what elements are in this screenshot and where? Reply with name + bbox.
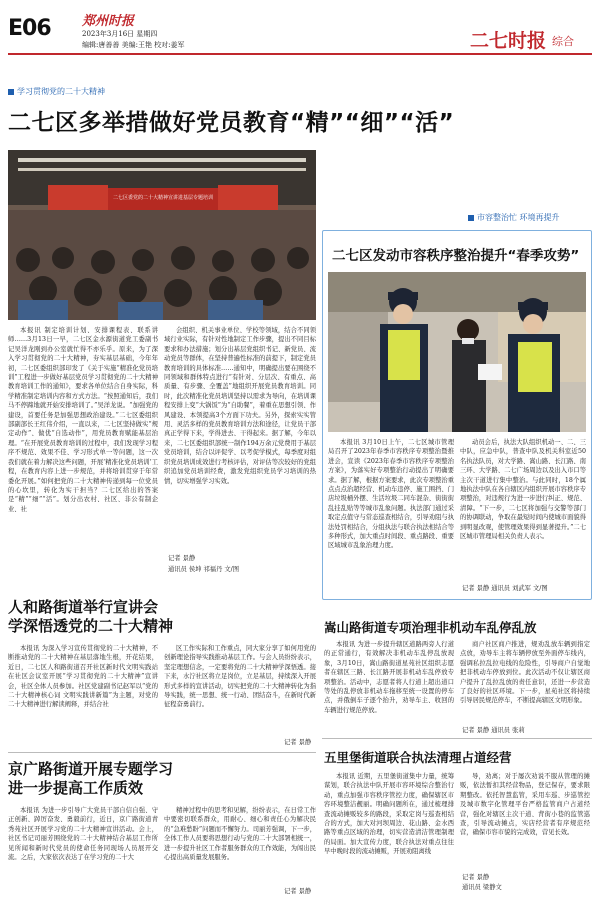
- square-icon: [468, 215, 474, 221]
- byline: 记者 景静: [462, 874, 490, 881]
- story4-column-1: [8, 806, 158, 896]
- paragraph: 本报讯 为进一步引导广大党员干部自信自强、守正创新、踔厉奋发、勇毅前行，近日，京广路街道青秀苑社区开展学习党的二十大精神宣讲活动。会上，社区书记司丽芳围绕党的二十大精神结合基层工作所见所闻和新时代党员的使命任务同现场人员展开交流。之后，大家依次表达了在学习党的二十大: [8, 807, 158, 862]
- page-number: E06: [8, 16, 51, 41]
- enforcement-photo: [328, 272, 586, 432]
- top-headline: 二七区多举措做好党员教育“精”“细”“活”: [8, 110, 455, 136]
- brand-title: 二七时报: [470, 30, 547, 52]
- issue-date: 2023年3月16日 星期四: [82, 30, 158, 38]
- headline-line: 人和路街道举行宣讲会: [8, 598, 159, 616]
- right-headline: 二七区发动市容秩序整治提升“春季攻势”: [332, 248, 580, 264]
- byline: 记者 景静: [284, 739, 312, 746]
- paragraph: 导，劝离；对于屡次劝说不服从管理的摊贩，依法暂扣其经营物品，登记保存，要求限期整改。依托智慧监管，采用车巡、步巡管控及城市数字化管理平台严格监管商户占道经营，强化对辖区主次干道、背街小巷的监管巡查，引导流动摊点，实店经营者有序规范经营，确保市容市貌的完成效，营见长效。: [460, 773, 590, 837]
- top-story-column-2: [164, 326, 316, 551]
- byline: 通讯员 梁静文: [462, 884, 502, 891]
- section-label: 综合: [552, 35, 574, 48]
- right-story-column-2: [460, 438, 586, 574]
- paragraph: 本报讯 为深入学习宣传贯彻党的二十大精神，不断推动党的二十大精神在基层落地生根，开花结果，近日，二七区人和路街道召开社区新时代文明实践站在社区会议室开展“学习贯彻党的二十大精神”宣讲会，社区全体人员参加。社区党建副书记赵军以“党的二十大精神核心词 文明实践讲新篇”为主题，对党的二十大精神进行解读阐释，并结合社: [8, 645, 158, 709]
- photo-banner-text: 二七区委党的二十大精神宣讲进基层专题培训: [112, 195, 213, 201]
- right-story-column-1: [328, 438, 454, 583]
- paragraph: 区工作实际和工作重点，同大家分享了如何用党的创新理论指导实践推动基层工作。与会人员纷纷表示，坚定理想信念，一定要将党的二十大精神学深悟透。接下来，水泞社区将立足岗位，立足基层，持续深入开展形式多样的宣讲活动，切实把党的二十大精神转化为指导实践，统一思想、统一行动、团结奋斗，在新时代新征程奋勇前行。: [164, 645, 316, 709]
- section-tag: [468, 212, 560, 223]
- section-tag-label: 市容整治忙 环境再提升: [477, 213, 560, 222]
- headline-line: 进一步提高工作质效: [8, 779, 144, 797]
- masthead: 郑州时报: [82, 14, 135, 29]
- section-tag: [8, 86, 105, 97]
- editor-credits: 编辑:唐善善 美编:王艳 校对:姜军: [82, 41, 185, 49]
- header-divider: [8, 53, 592, 55]
- paragraph: 动员会后，执法大队组织机动一、二、三中队，应急中队，普查中队及机关科室近50名执法队员，对大学路、嵩山路、长江路、南三环、大学路、二七广场周边以及出入市口等主次干道进行集中整治。与此同时，18个属地执法中队在各自辖区内组织开展市容秩序专项整治，对违规行为进一步进行纠正、规范、清障。“下一步，二七区将加强与交警等部门的协调联动，争取在最短时间内使城市面貌得到明显改观，使管理效果得到显著提升。”二七区城市管理局相关负责人表示。: [460, 439, 586, 541]
- story5-column-2: [460, 640, 590, 720]
- story3-headline: [8, 598, 173, 636]
- byline: 记者 景静: [284, 888, 312, 895]
- meeting-photo: [8, 150, 316, 320]
- byline: 记者 景静: [168, 555, 196, 562]
- paragraph: 本报讯 制定培训计划、安排课程表、联系讲师……3月13日一早，二七区金水源街道党工委副书记吴洋龙刚到办公室就忙得不亦乐乎。原来，为了深入学习贯彻党的二十大精神，夯实基层基础，今年年初，二七区委组织部印发了《关于实施“精准化党员培训”工程进一步做好基层党员学习贯彻党的二十大精神教育培训工作的通知》，要求各单位结合自身实际，科学精准制定培训内容和方式方法。“按照通知后，我们马不停蹄地就开始安排培训了。”吴洋龙说。“加强党的建设，首要任务是加强思想政治建设。”二七区委组织部副部长王红伟介绍，一直以来，二七区坚持做实“规定动作”、做优“自选动作”，用党员教育赋能基层治理。“在开展党员教育培训的过程中，我们发现学习程序不规范、效果不佳、学习形式单一等问题，这一次我们就在着力解决这些问题，开展‘精准化党员培训’工程，在教育内容上进一步规范，并将培训贯穿于年常委化开展。”如何把党的二十大精神传递到每一位党员的心坎里，转化为实干担当？二七区给出的答案是“精”“细”“活”。划分出农村、社区、非公有制企业、社: [8, 327, 158, 513]
- paragraph: 精神过程中的思考和见解，纷纷表示，在日常工作中要密切联系群众，用耐心、细心和责任心为解决民的“急难愁盼”问题而不懈努力。司丽芳强调，下一步，全体工作人员要将思想行动与党的二十大部署相统一，进一步提升社区工作者服务群众的工作效能，为闯出民心提出高质量发展服务。: [164, 807, 316, 862]
- top-story-column-1: [8, 326, 158, 576]
- paragraph: 本报讯 3月10日上午，二七区城市管理局召开了2023年春季市容秩序专项整治暨推进会，宣读《2023年春季市容秩序专项整治方案》，为落实好专项整治行动提出了明确要求。据了解，根据方案要求，此次专项整治重点点点治超经营、机动车违停、施工围挡、门店垃圾桶外摆、生活垃圾二同车混杂、街街街乱挂乱贴等等城市乱象问题。执法部门通过采取定点值守与常态巡查相结合，引导劝阻与执法处罚相结合，分组执法与联合执法相结合等多种形式，加大重点时间段、重点路段、重要区域城市乱象治理力度。: [328, 439, 454, 550]
- story4-column-2: [164, 806, 316, 886]
- square-icon: [8, 89, 14, 95]
- paragraph: 商户社区商户推进，规劝乱放车辆到指定点放，劝导车主将车辆停放至外面停车线内，强调私拉乱拉电线的危险性，引导商户自觉地把非机动车停放到位。此次活动不仅让辖区商户提升了乱拉乱放的责任意识，还进一步营造了良好的社区环境。下一步，星苑社区将持续引导居民规范停车，不断提高辖区文明形象。: [460, 641, 590, 705]
- byline: 通讯员 侯坤 祁福丹 文/图: [168, 566, 240, 573]
- story5-column-1: [324, 640, 454, 728]
- divider: [8, 752, 316, 753]
- byline: 记者 景静 通讯员 刘武军 文/图: [462, 585, 548, 592]
- story3-column-2: [164, 644, 316, 738]
- headline-line: 京广路街道开展专题学习: [8, 760, 174, 778]
- story6-column-1: [324, 772, 454, 894]
- section-tag-label: 学习贯彻党的二十大精神: [17, 87, 105, 96]
- story6-column-2: [460, 772, 590, 872]
- paragraph: 本报讯 为进一步提升辖区道路两旁人行道的正常通行，有效解决非机动车乱停乱放现象，3月10日，嵩山路街道星苑社区组织志愿者在辖区三路、长江路开展非机动车乱停放专项整治。活动中，志愿者将人行道上超出道口等处的乱停放非机动车拖移至统一设置的停车点，并俄倒车子逐个抬升，劝导车主、收回的车辆进行规范停放。: [324, 641, 454, 714]
- paragraph: 本报讯 近期，五里堡街道集中力量，统筹谋划，联合执法中队开展市容环境综合整治行动，重点加强市容秩序管控力度，确保辖区市容环境整洁靓丽。明确问题所在，通过梳理排查流动摊贩较多的路段，采取定岗与巡查相结合的方式，加大对河坝周边、花山路、金水西路等重点区域的治理，切实营造清洁管理制理的局面。加大宣传力度，联合执法对重点往往早中晚时段的流动摊贩，开展劝阻离线: [324, 773, 454, 856]
- divider: [322, 738, 592, 739]
- headline-line: 学深悟透党的二十大精神: [8, 617, 174, 635]
- story5-headline: 嵩山路街道专项治理非机动车乱停乱放: [324, 620, 537, 635]
- story4-headline: [8, 760, 173, 798]
- byline: 记者 景静 通讯员 张莉: [462, 727, 525, 734]
- paragraph: 会组织、机关事业单位、学校等领域，结合不同领域行业实际，有针对性地制定工作步骤，提出不同目标要求和办法措施；划分出基层党组织书记、新党员、流动党员等群体，在坚持普遍性标准的前提下，制定党员教育培训的具体标准……通知中，明确提出要在围绕不同领域和群体特点进行“有针对、分层次、有重点、高质量、有步骤、全覆盖”地组织开展党员教育培训。同时，此次精准化党员培训坚持以需求为导向，在培训课程安排上变“大锅饭”为“自助餐”，着重在思想引领、作风建设、本领提高3个方面下功夫。另外，探索实实管用、灵活多样的党员教育培训方法和途径，让党员干部真正学得下来，学得进去、干得起来。据了解，今年以来，二七区委组织部统一制作194万余元党费用于基层党员培训，结合以评促学、以考促学模式，每季度对组织党员培训成效进行考核评估，对评估等次较好的党组织追加党员培训经费，激发党组织党员学习培训的热情，切实增强学习实效。: [164, 327, 316, 485]
- story6-headline: 五里堡街道联合执法清理占道经营: [324, 750, 512, 765]
- story3-column-1: [8, 644, 158, 748]
